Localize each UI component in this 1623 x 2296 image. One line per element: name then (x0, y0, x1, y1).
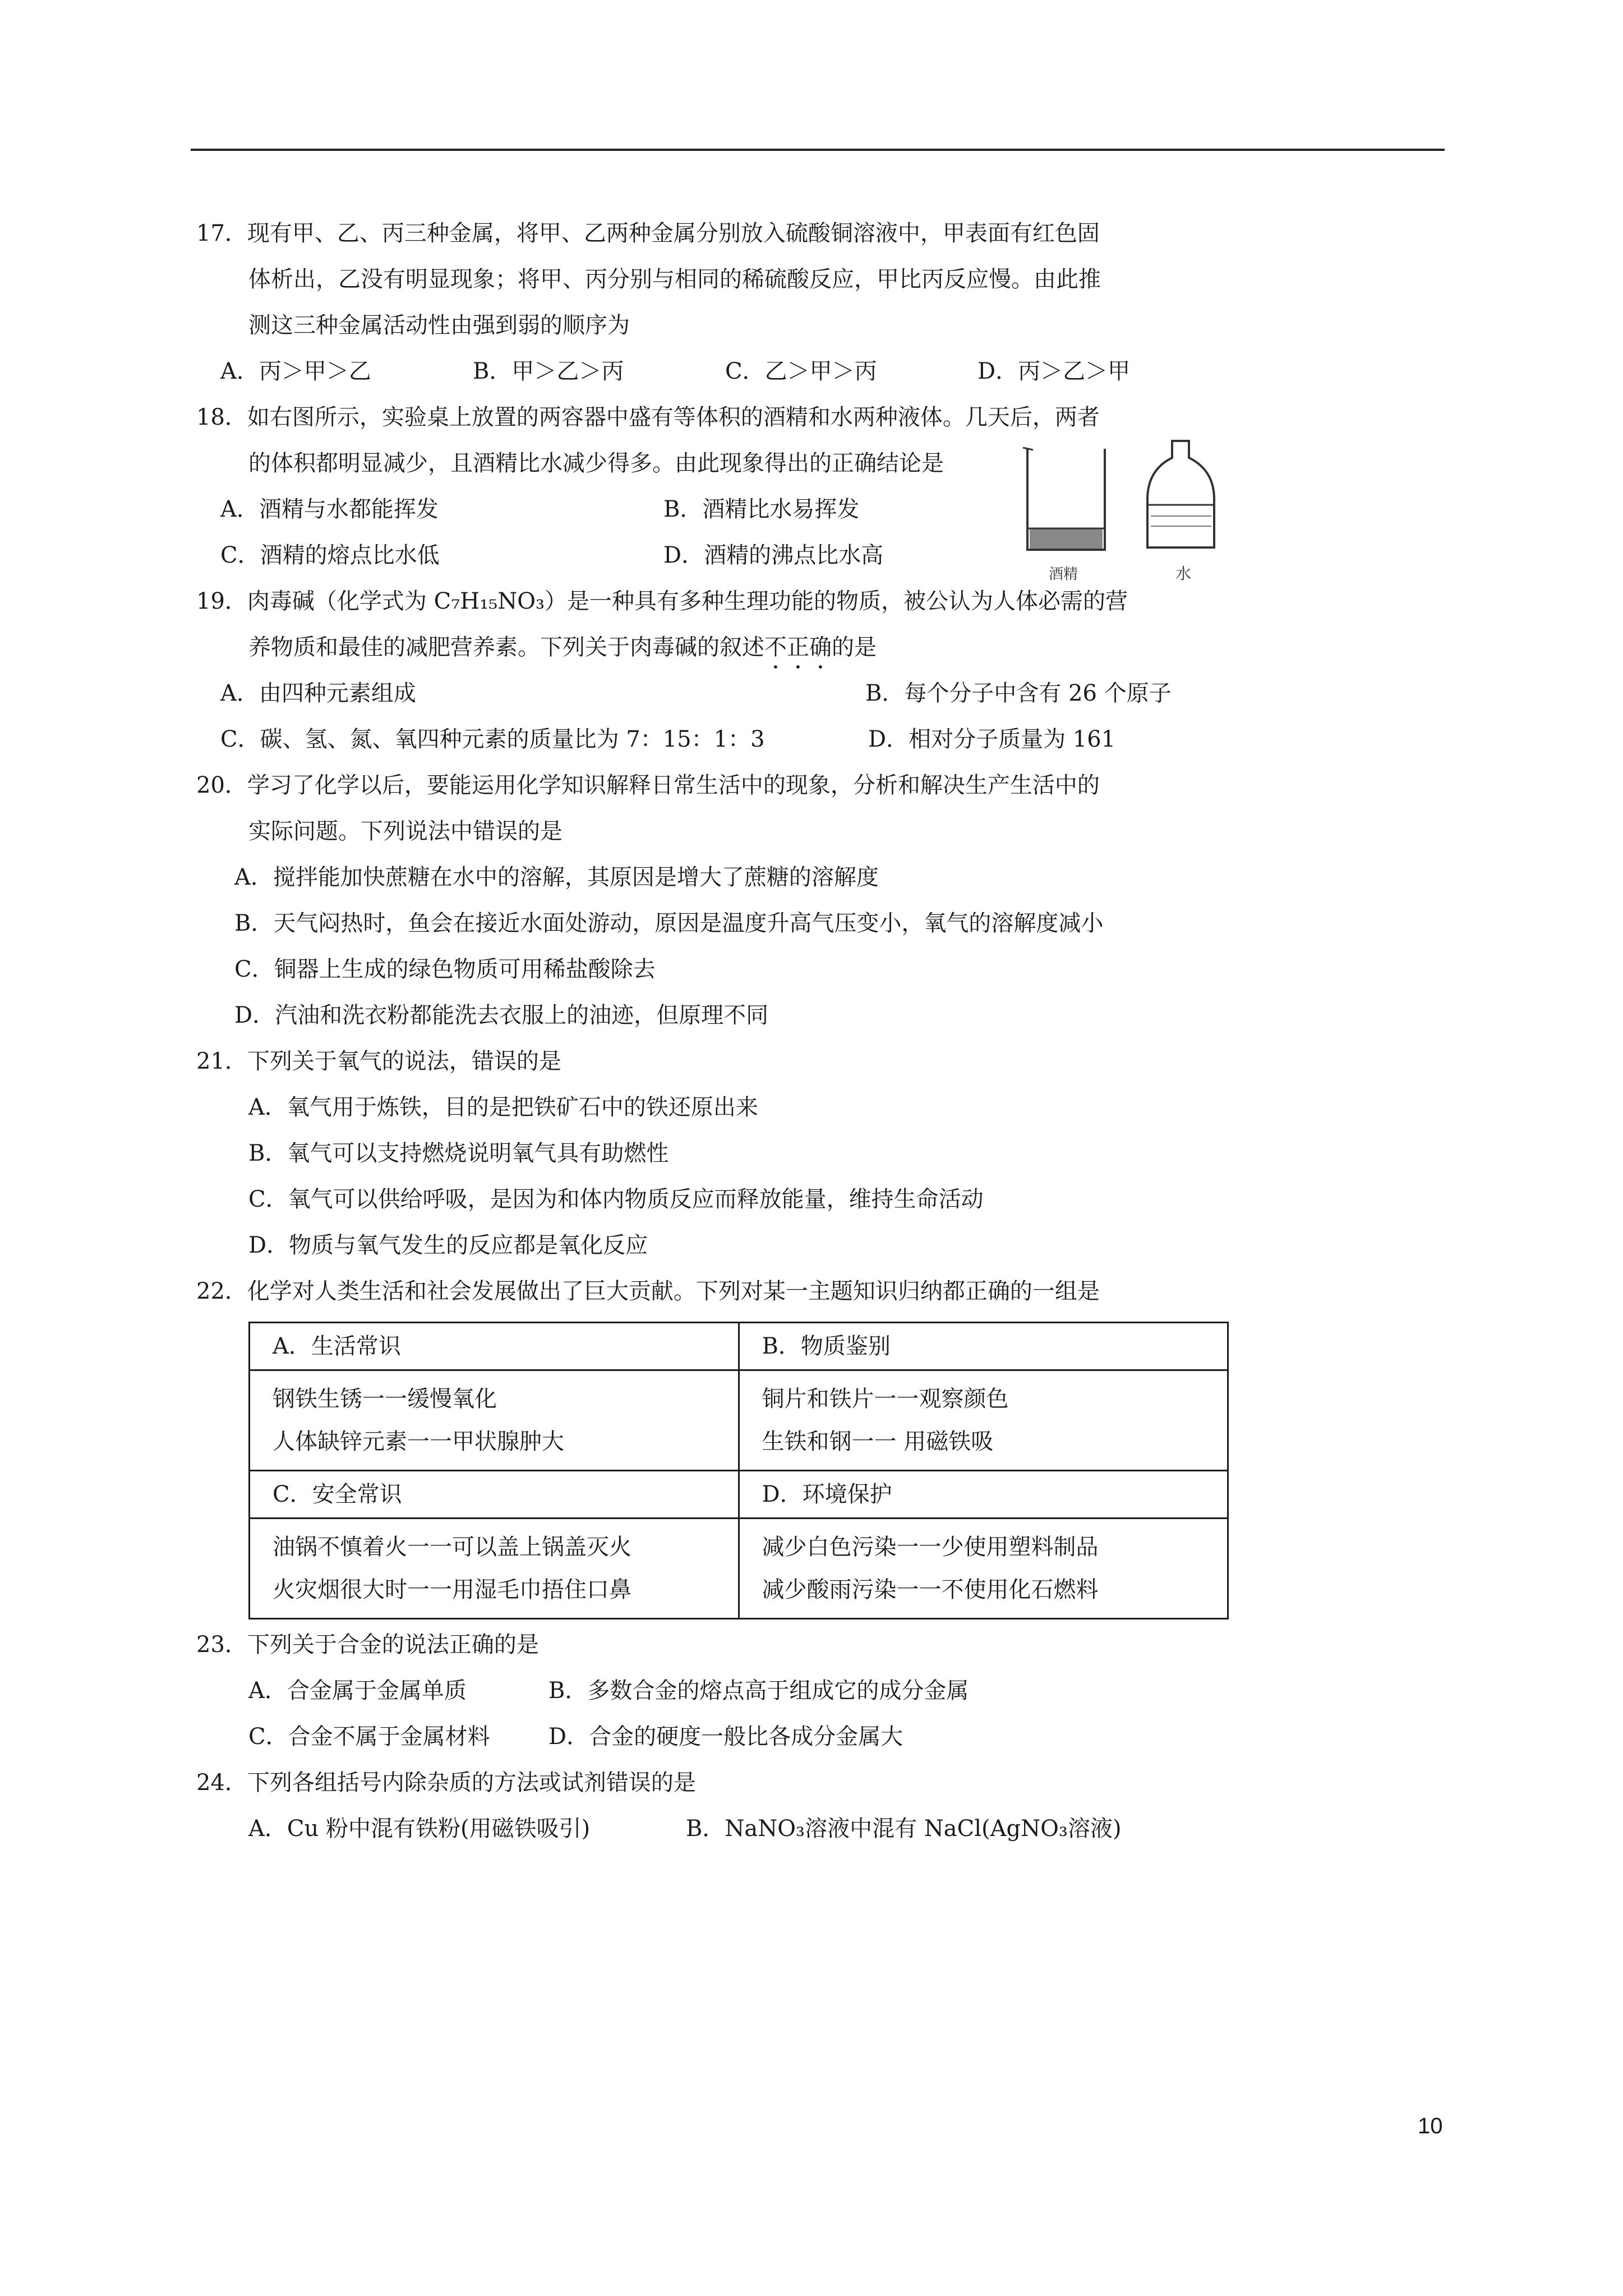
table-line: 减少白色污染一一少使用塑料制品 (762, 1534, 1099, 1560)
page-number: 10 (1418, 2114, 1443, 2138)
table-cell-c-body (250, 1519, 739, 1619)
q19-option-c: C．碳、氢、氮、氧四种元素的质量比为 7：15：1：3 (220, 726, 765, 752)
q21-option-b: B．氧气可以支持燃烧说明氧气具有助燃性 (248, 1140, 669, 1166)
table-line: 减少酸雨污染一一不使用化石燃料 (762, 1577, 1099, 1603)
q18-stem-line2: 的体积都明显减少，且酒精比水减少得多。由此现象得出的正确结论是 (248, 450, 944, 476)
q19-option-a: A．由四种元素组成 (220, 680, 416, 706)
q17-stem-line1: 17．现有甲、乙、丙三种金属，将甲、乙两种金属分别放入硫酸铜溶液中，甲表面有红色固 (196, 220, 1100, 246)
q23-stem-line1: 23．下列关于合金的说法正确的是 (196, 1632, 539, 1658)
knowledge-table (248, 1322, 1229, 1619)
figure-label-alcohol: 酒精 (1049, 566, 1078, 583)
q24-option-b: B．NaNO₃溶液中混有 NaCl(AgNO₃溶液) (686, 1816, 1122, 1842)
q19-option-b: B．每个分子中含有 26 个原子 (865, 680, 1172, 706)
q21-stem-line1: 21．下列关于氧气的说法，错误的是 (196, 1048, 561, 1074)
q17-stem-line3: 测这三种金属活动性由强到弱的顺序为 (248, 312, 630, 338)
figure-label-water: 水 (1175, 564, 1192, 583)
q21-option-d: D．物质与氧气发生的反应都是氧化反应 (248, 1232, 648, 1258)
q17-option-d: D．丙＞乙＞甲 (978, 358, 1131, 384)
q20-option-b: B．天气闷热时，鱼会在接近水面处游动，原因是温度升高气压变小，氧气的溶解度减小 (234, 910, 1104, 936)
q20-option-d: D．汽油和洗衣粉都能洗去衣服上的油迹，但原理不同 (234, 1002, 769, 1028)
table-cell-b-body (739, 1370, 1228, 1471)
q18-option-c: C．酒精的熔点比水低 (220, 542, 440, 568)
beaker-icon (1023, 448, 1105, 550)
table-cell-d-body (739, 1519, 1228, 1619)
q19-stem-line1: 19．肉毒碱（化学式为 C₇H₁₅NO₃）是一种具有多种生理功能的物质，被公认为人体必需的营 (196, 588, 1128, 614)
table-cell-a-head: A．生活常识 (250, 1323, 739, 1370)
table-cell-d-head: D．环境保护 (739, 1471, 1228, 1519)
q17-option-a: A．丙＞甲＞乙 (220, 358, 371, 384)
q18-stem-line1: 18．如右图所示，实验桌上放置的两容器中盛有等体积的酒精和水两种液体。几天后，两者 (196, 404, 1100, 430)
q23-option-c: C．合金不属于金属材料 (248, 1724, 490, 1750)
q24-stem-line1: 24．下列各组括号内除杂质的方法或试剂错误的是 (196, 1770, 696, 1796)
q18-option-d: D．酒精的沸点比水高 (663, 542, 884, 568)
q17-option-b: B．甲＞乙＞丙 (473, 358, 624, 384)
table-line: 钢铁生锈一一缓慢氧化 (273, 1386, 497, 1412)
table-line: 油锅不慎着火一一可以盖上锅盖灭火 (273, 1534, 631, 1560)
table-cell-b-head: B．物质鉴别 (739, 1323, 1228, 1370)
q19-option-d: D．相对分子质量为 161 (868, 726, 1116, 752)
q21-option-a: A．氧气用于炼铁，目的是把铁矿石中的铁还原出来 (248, 1094, 758, 1120)
q19-emphasis: 不正确 (764, 634, 832, 660)
q17-option-c: C．乙＞甲＞丙 (725, 358, 877, 384)
q19-stem-line2: 养物质和最佳的减肥营养素。下列关于肉毒碱的叙述不正确的是 (248, 634, 877, 660)
q18-option-b: B．酒精比水易挥发 (663, 496, 860, 522)
q23-option-a: A．合金属于金属单质 (248, 1678, 467, 1704)
q20-stem-line2: 实际问题。下列说法中错误的是 (248, 818, 562, 844)
table-cell-c-head: C．安全常识 (250, 1471, 739, 1519)
q23-option-b: B．多数合金的熔点高于组成它的成分金属 (548, 1678, 969, 1704)
table-cell-a-body (250, 1370, 739, 1471)
q17-stem-line2: 体析出，乙没有明显现象；将甲、丙分别与相同的稀硫酸反应，甲比丙反应慢。由此推 (248, 266, 1101, 292)
q20-stem-line1: 20．学习了化学以后，要能运用化学知识解释日常生活中的现象，分析和解决生产生活中的 (196, 772, 1100, 798)
q23-option-d: D．合金的硬度一般比各成分金属大 (548, 1724, 903, 1750)
q22-stem-line1: 22．化学对人类生活和社会发展做出了巨大贡献。下列对某一主题知识归纳都正确的一组是 (196, 1278, 1100, 1304)
header-rule (191, 149, 1445, 151)
q18-option-a: A．酒精与水都能挥发 (220, 496, 439, 522)
q20-option-c: C．铜器上生成的绿色物质可用稀盐酸除去 (234, 956, 656, 982)
table-line: 生铁和钢一一 用磁铁吸 (762, 1429, 994, 1455)
q20-option-a: A．搅拌能加快蔗糖在水中的溶解，其原因是增大了蔗糖的溶解度 (234, 864, 879, 890)
table-line: 人体缺锌元素一一甲状腺肿大 (273, 1429, 564, 1455)
table-line: 铜片和铁片一一观察颜色 (762, 1386, 1009, 1412)
bottle-icon (1147, 441, 1214, 547)
q24-option-a: A．Cu 粉中混有铁粉(用磁铁吸引) (248, 1816, 591, 1842)
q21-option-c: C．氧气可以供给呼吸，是因为和体内物质反应而释放能量，维持生命活动 (248, 1186, 984, 1212)
beaker-bottle-figure (1021, 438, 1223, 583)
table-line: 火灾烟很大时一一用湿毛巾捂住口鼻 (273, 1577, 631, 1603)
